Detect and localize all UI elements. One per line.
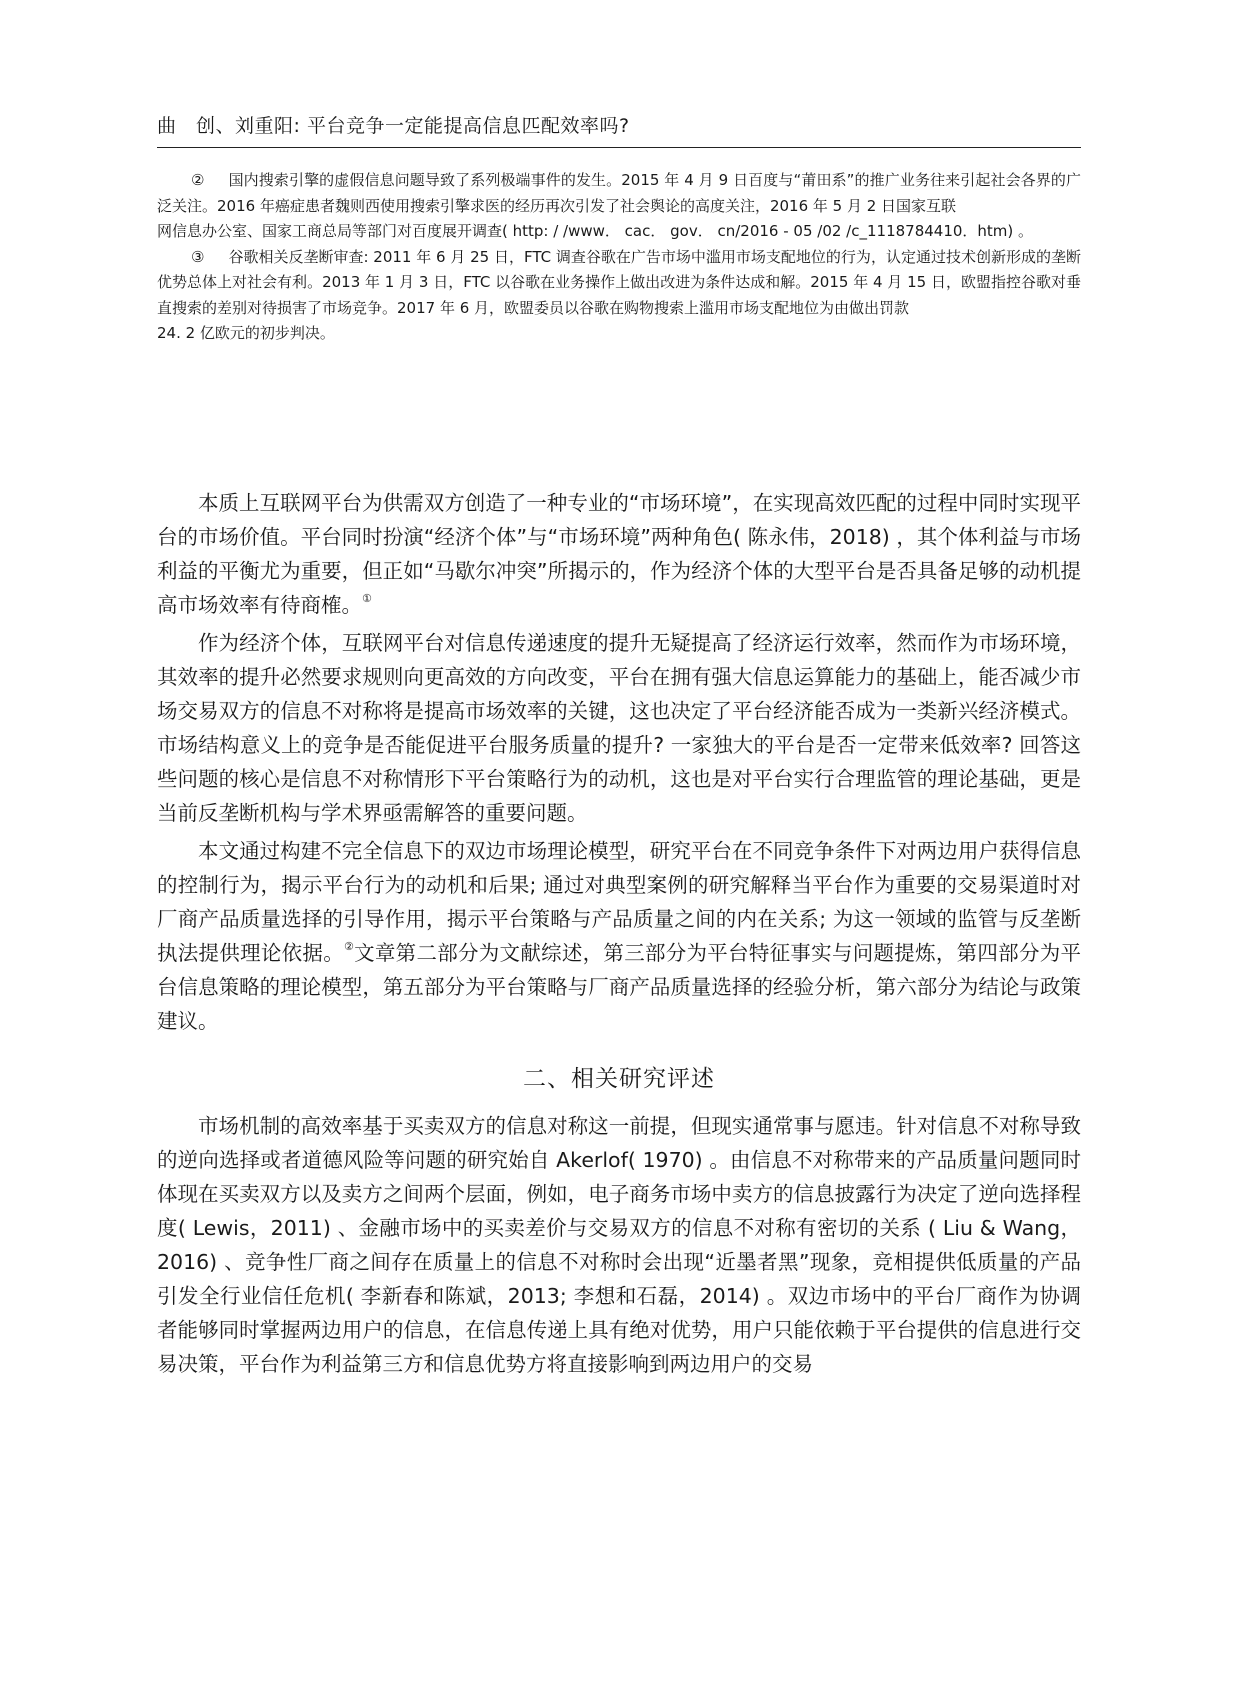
footnote-3: [157, 245, 1081, 322]
footnote-3-mark: ③: [191, 247, 205, 266]
paragraph-4: 市场机制的高效率基于买卖双方的信息对称这一前提，但现实通常事与愿违。针对信息不对称导致的逆向选择或者道德风险等问题的研究始自 Akerlof( 1970) 。由信息不对称带来的产品质量问题同时体现在买卖双方以及卖方之间两个层面，例如，电子商务市场中卖方的信息披露行为决定了逆向选择程度( Lewis，2011) 、金融市场中的买卖差价与交易双方的信息不对称有密切的关系 ( Liu & Wang，2016) 、竞争性厂商之间存在质量上的信息不对称时会出现“近墨者黑”现象，竞相提供低质量的产品引发全行业信任危机( 李新春和陈斌，2013; 李想和石磊，2014) 。双边市场中的平台厂商作为协调者能够同时掌握两边用户的信息，在信息传递上具有绝对优势，用户只能依赖于平台提供的信息进行交易决策，平台作为利益第三方和信息优势方将直接影响到两边用户的交易: [157, 1114, 1081, 1376]
footnote-ref-1: ①: [362, 592, 372, 605]
footnote-2-continuation: 网信息办公室、国家工商总局等部门对百度展开调查( http: / /www． cac． gov． cn/2016 - 05 /02 /c_1118784410．htm) 。: [157, 222, 1034, 240]
paragraph-1-text: 本质上互联网平台为供需双方创造了一种专业的“市场环境”，在实现高效匹配的过程中同时实现平台的市场价值。平台同时扮演“经济个体”与“市场环境”两种角色( 陈永伟，2018) ，其个体利益与市场利益的平衡尤为重要，但正如“马歇尔冲突”所揭示的，作为经济个体的大型平台是否具备足够的动机提高市场效率有待商榷。: [157, 491, 1081, 617]
footnote-2: [157, 168, 1081, 219]
paragraph-2: 作为经济个体，互联网平台对信息传递速度的提升无疑提高了经济运行效率，然而作为市场环境，其效率的提升必然要求规则向更高效的方向改变，平台在拥有强大信息运算能力的基础上，能否减少市场交易双方的信息不对称将是提高市场效率的关键，这也决定了平台经济能否成为一类新兴经济模式。市场结构意义上的竞争是否能促进平台服务质量的提升? 一家独大的平台是否一定带来低效率? 回答这些问题的核心是信息不对称情形下平台策略行为的动机，这也是对平台实行合理监管的理论基础，更是当前反垄断机构与学术界亟需解答的重要问题。: [157, 631, 1081, 825]
header-rule: [157, 147, 1081, 148]
footnotes-block: [157, 168, 1081, 347]
paragraph-3-text-b: 文章第二部分为文献综述，第三部分为平台特征事实与问题提炼，第四部分为平台信息策略的理论模型，第五部分为平台策略与厂商产品质量选择的经验分析，第六部分为结论与政策建议。: [157, 941, 1081, 1033]
footnote-2-mark: ②: [191, 171, 205, 189]
paragraph-3-text-a: 本文通过构建不完全信息下的双边市场理论模型，研究平台在不同竞争条件下对两边用户获得信息的控制行为，揭示平台行为的动机和后果; 通过对典型案例的研究解释当平台作为重要的交易渠道时对厂商产品质量选择的引导作用，揭示平台策略与产品质量之间的内在关系; 为这一领域的监管与反垄断执法提供理论依据。: [157, 839, 1081, 965]
footnote-3-continuation: 24. 2 亿欧元的初步判决。: [157, 324, 335, 342]
paragraph-3: [157, 834, 1081, 1038]
body-text: [157, 486, 1081, 1385]
section-title: 二、相关研究评述: [523, 1066, 715, 1092]
paragraph-1: [157, 486, 1081, 622]
footnote-3-text: 谷歌相关反垄断审查: 2011 年 6 月 25 日，FTC 调查谷歌在广告市场中滥用市场支配地位的行为，认定通过技术创新形成的垄断优势总体上对社会有利。2013 年 1 月 3 日，FTC 以谷歌在业务操作上做出改进为条件达成和解。2015 年 4 月 15 日，欧盟指控谷歌对垂直搜索的差别对待损害了市场竞争。2017 年 6 月，欧盟委员以谷歌在购物搜索上滥用市场支配地位为由做出罚款: [157, 247, 1081, 317]
footnote-2-text: 国内搜索引擎的虚假信息问题导致了系列极端事件的发生。2015 年 4 月 9 日百度与“莆田系”的推广业务往来引起社会各界的广泛关注。2016 年癌症患者魏则西使用搜索引擎求医的经历再次引发了社会舆论的高度关注，2016 年 5 月 2 日国家互联: [157, 171, 1081, 215]
running-head: 曲 创、刘重阳: 平台竞争一定能提高信息匹配效率吗?: [157, 115, 630, 137]
footnote-ref-2: ②: [343, 940, 355, 953]
